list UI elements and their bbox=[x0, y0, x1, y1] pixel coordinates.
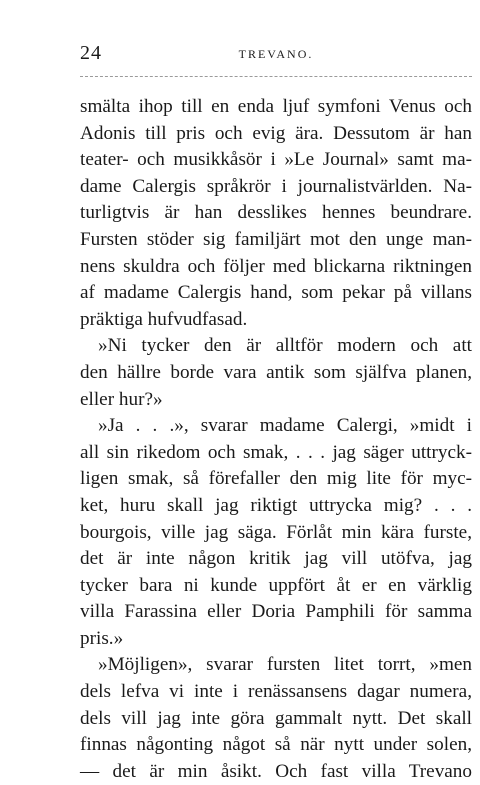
header-rule bbox=[80, 76, 472, 77]
text-line: nens skuldra och följer med blickarna riktningen bbox=[80, 255, 472, 277]
text-line: »Ni tycker den är alltför modern och att bbox=[98, 335, 472, 357]
text-line: dame Calergis språkrör i journalistvärlden. Na- bbox=[80, 175, 472, 197]
running-head bbox=[80, 42, 472, 68]
text-line: dels lefva vi inte i renässansens dagar numera, bbox=[80, 681, 472, 703]
text-line: all sin rikedom och smak, . . . jag säger uttryck- bbox=[80, 441, 472, 463]
text-line: tycker bara ni kunde uppfört åt er en värklig bbox=[80, 574, 472, 596]
running-title: TREVANO. bbox=[238, 47, 314, 61]
text-line: bourgois, ville jag säga. Förlåt min kära furste, bbox=[80, 521, 472, 543]
text-line: Adonis till pris och evig ära. Dessutom är han bbox=[80, 122, 472, 144]
text-line: turligtvis är han desslikes hennes beundrare. bbox=[80, 202, 472, 224]
text-line: villa Farassina eller Doria Pamphili för samma bbox=[80, 601, 472, 623]
text-line: eller hur?» bbox=[80, 388, 163, 410]
text-line: smälta ihop till en enda ljuf symfoni Venus och bbox=[80, 96, 472, 117]
page-number: 24 bbox=[80, 42, 102, 64]
text-line: Fursten stöder sig familjärt mot den unge man- bbox=[80, 228, 472, 250]
text-line: — det är min åsikt. Och fast villa Trevano bbox=[80, 760, 472, 782]
text-line: dels vill jag inte göra gammalt nytt. Det skall bbox=[80, 707, 472, 729]
body-text bbox=[80, 94, 472, 785]
text-line: teater- och musikkåsör i »Le Journal» samt ma- bbox=[80, 149, 472, 171]
text-line: »Ja . . .», svarar madame Calergi, »midt i bbox=[98, 415, 472, 437]
text-line: af madame Calergis hand, som pekar på villans bbox=[80, 282, 472, 304]
text-line: pris.» bbox=[80, 627, 124, 649]
text-line: ligen smak, så förefaller den mig lite för myc- bbox=[80, 468, 472, 490]
text-line: finnas någonting något så när nytt under solen, bbox=[80, 734, 472, 756]
text-line: den hällre borde vara antik som själfva planen, bbox=[80, 361, 472, 383]
text-line: det är inte någon kritik jag vill utöfva, jag bbox=[80, 548, 472, 570]
text-line: ket, huru skall jag riktigt uttrycka mig? . . . bbox=[80, 494, 472, 516]
text-line: präktiga hufvudfasad. bbox=[80, 308, 248, 330]
text-line: »Möjligen», svarar fursten litet torrt, »men bbox=[98, 654, 472, 676]
